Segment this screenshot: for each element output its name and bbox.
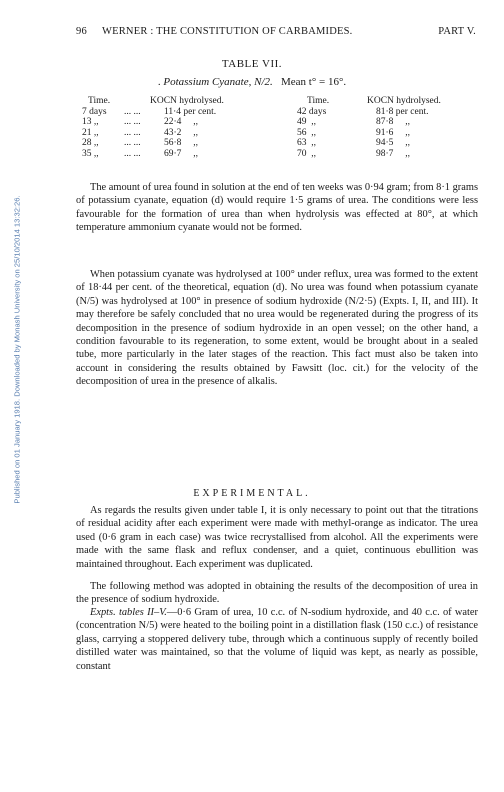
table-cell-value: 87·8 ,, [376,117,411,127]
table-title: TABLE VII. [221,58,283,70]
page-number: 96 [76,26,87,37]
experiments-label: Expts. tables II–V. [90,607,167,618]
table-cell-time: 13 ,, [82,117,99,127]
table-cell-dots: ... ... [124,117,141,127]
paragraph-text: The following method was adopted in obtaining the results of the decomposition of urea in the presence of sodium hydroxide. [76,581,478,606]
table-cell-value: 11·4 per cent. [164,106,217,117]
table-row [82,138,482,149]
table-cell-dots: ... ... [124,148,141,159]
paragraph-text: As regards the results given under table I, it is only necessary to point out that the titrations of residual acidity after each experiment were made with methyl-orange as indicator. The urea used (0·6 gram in each case) was twice recrystallised from alcohol. All the experiments were made with the same flask and reflux condenser, and a quiet, continuous ebullition was maintained throughout. Each experiment was duplicated. [76,505,478,570]
table-header-time-2: Time. [307,96,330,106]
table-row [82,149,482,160]
paragraph-text: When potassium cyanate was hydrolysed at 100° under reflux, urea was formed to the extent of 18·44 per cent. of the theoretical, equation (d). No urea was found when potassium cyanate (N/5) was hydrolysed at 100° in presence of sodium hydroxide (N/2·5) (Expts. I, II, and III). It may therefore be safely concluded that no urea would be regenerated during the progress of its decomposition in the presence of sodium hydroxide in an open vessel; on the other hand, a condition favourable to its regeneration, to some extent, would be brought about in a sealed tube, more particularly in the later stages of the reaction. This fact must also be taken into account in considering the results obtained by Fawsitt (loc. cit.) for the velocity of the decomposition of urea in the presence of alkalis. [76,269,478,388]
table-cell-time: 35 ,, [82,148,99,159]
table-cell-time: 28 ,, [82,138,99,148]
table-cell-value: 91·6 ,, [376,127,411,138]
table-header-kocn-2: KOCN hydrolysed. [367,96,441,106]
table-cell-time: 56 ,, [297,127,316,138]
running-title: WERNER : THE CONSTITUTION OF CARBAMIDES. [102,26,353,37]
table-cell-value: 43·2 ,, [164,127,199,138]
table-row [82,107,482,118]
download-watermark-text: Published on 01 January 1918. Downloaded by Monash University on 25/10/2014 13:32:26. [12,195,22,504]
table-cell-time: 63 ,, [297,138,316,148]
table-header-time-1: Time. [88,96,111,106]
table-subtitle [0,76,504,88]
part-label: PART V. [438,26,476,37]
table-subtitle-compound: Potassium Cyanate, N/2. [163,76,273,88]
table-subtitle-prefix: . [157,76,161,88]
table-cell-value: 94·5 ,, [376,138,411,148]
hydrolysis-table [82,96,482,159]
table-cell-value: 22·4 ,, [164,117,199,127]
table-cell-time: 70 ,, [297,148,316,159]
table-subtitle-mean: Mean t° = 16°. [281,76,347,88]
paragraph-table-results [76,504,478,571]
table-row [82,117,482,128]
table-cell-value: 81·8 per cent. [376,106,429,117]
section-heading-experimental: EXPERIMENTAL. [193,488,311,499]
table-cell-dots: ... ... [124,138,141,148]
table-cell-value: 56·8 ,, [164,138,199,148]
paragraph-experiments [76,606,478,673]
paragraph-text [76,606,478,673]
paragraph-method [76,580,478,607]
table-row [82,128,482,139]
table-cell-dots: ... ... [124,106,141,117]
paragraph-urea-amount [76,181,478,235]
table-cell-time: 49 ,, [297,117,316,127]
table-header-kocn-1: KOCN hydrolysed. [150,96,224,106]
paragraph-hydrolysis-reflux [76,268,478,389]
table-cell-value: 98·7 ,, [376,148,411,159]
table-cell-time: 42 days [297,106,327,117]
table-cell-dots: ... ... [124,127,141,138]
paragraph-text: The amount of urea found in solution at the end of ten weeks was 0·94 gram; from 8·1 grams of potassium cyanate, equation (d) would require 1·5 grams of urea. The conditions were less favourable for the formation of urea than when hydrolysis was effected at 80°, at which temperature ammonium cyanate would not be formed. [76,182,478,234]
table-cell-value: 69·7 ,, [164,148,199,159]
table-cell-time: 7 days [82,106,107,117]
table-cell-time: 21 ,, [82,127,99,138]
table-header-row [82,96,482,107]
experiments-text: —0·6 Gram of urea, 10 c.c. of N-sodium hydroxide, and 40 c.c. of water (concentration N/5) were heated to the boiling point in a distillation flask (150 c.c.) of resistance glass, carrying a stoppered delivery tube, through which a continuous supply of recently boiled distilled water was maintained, so that the volume of liquid was kept, as nearly as possible, constant [76,607,479,672]
